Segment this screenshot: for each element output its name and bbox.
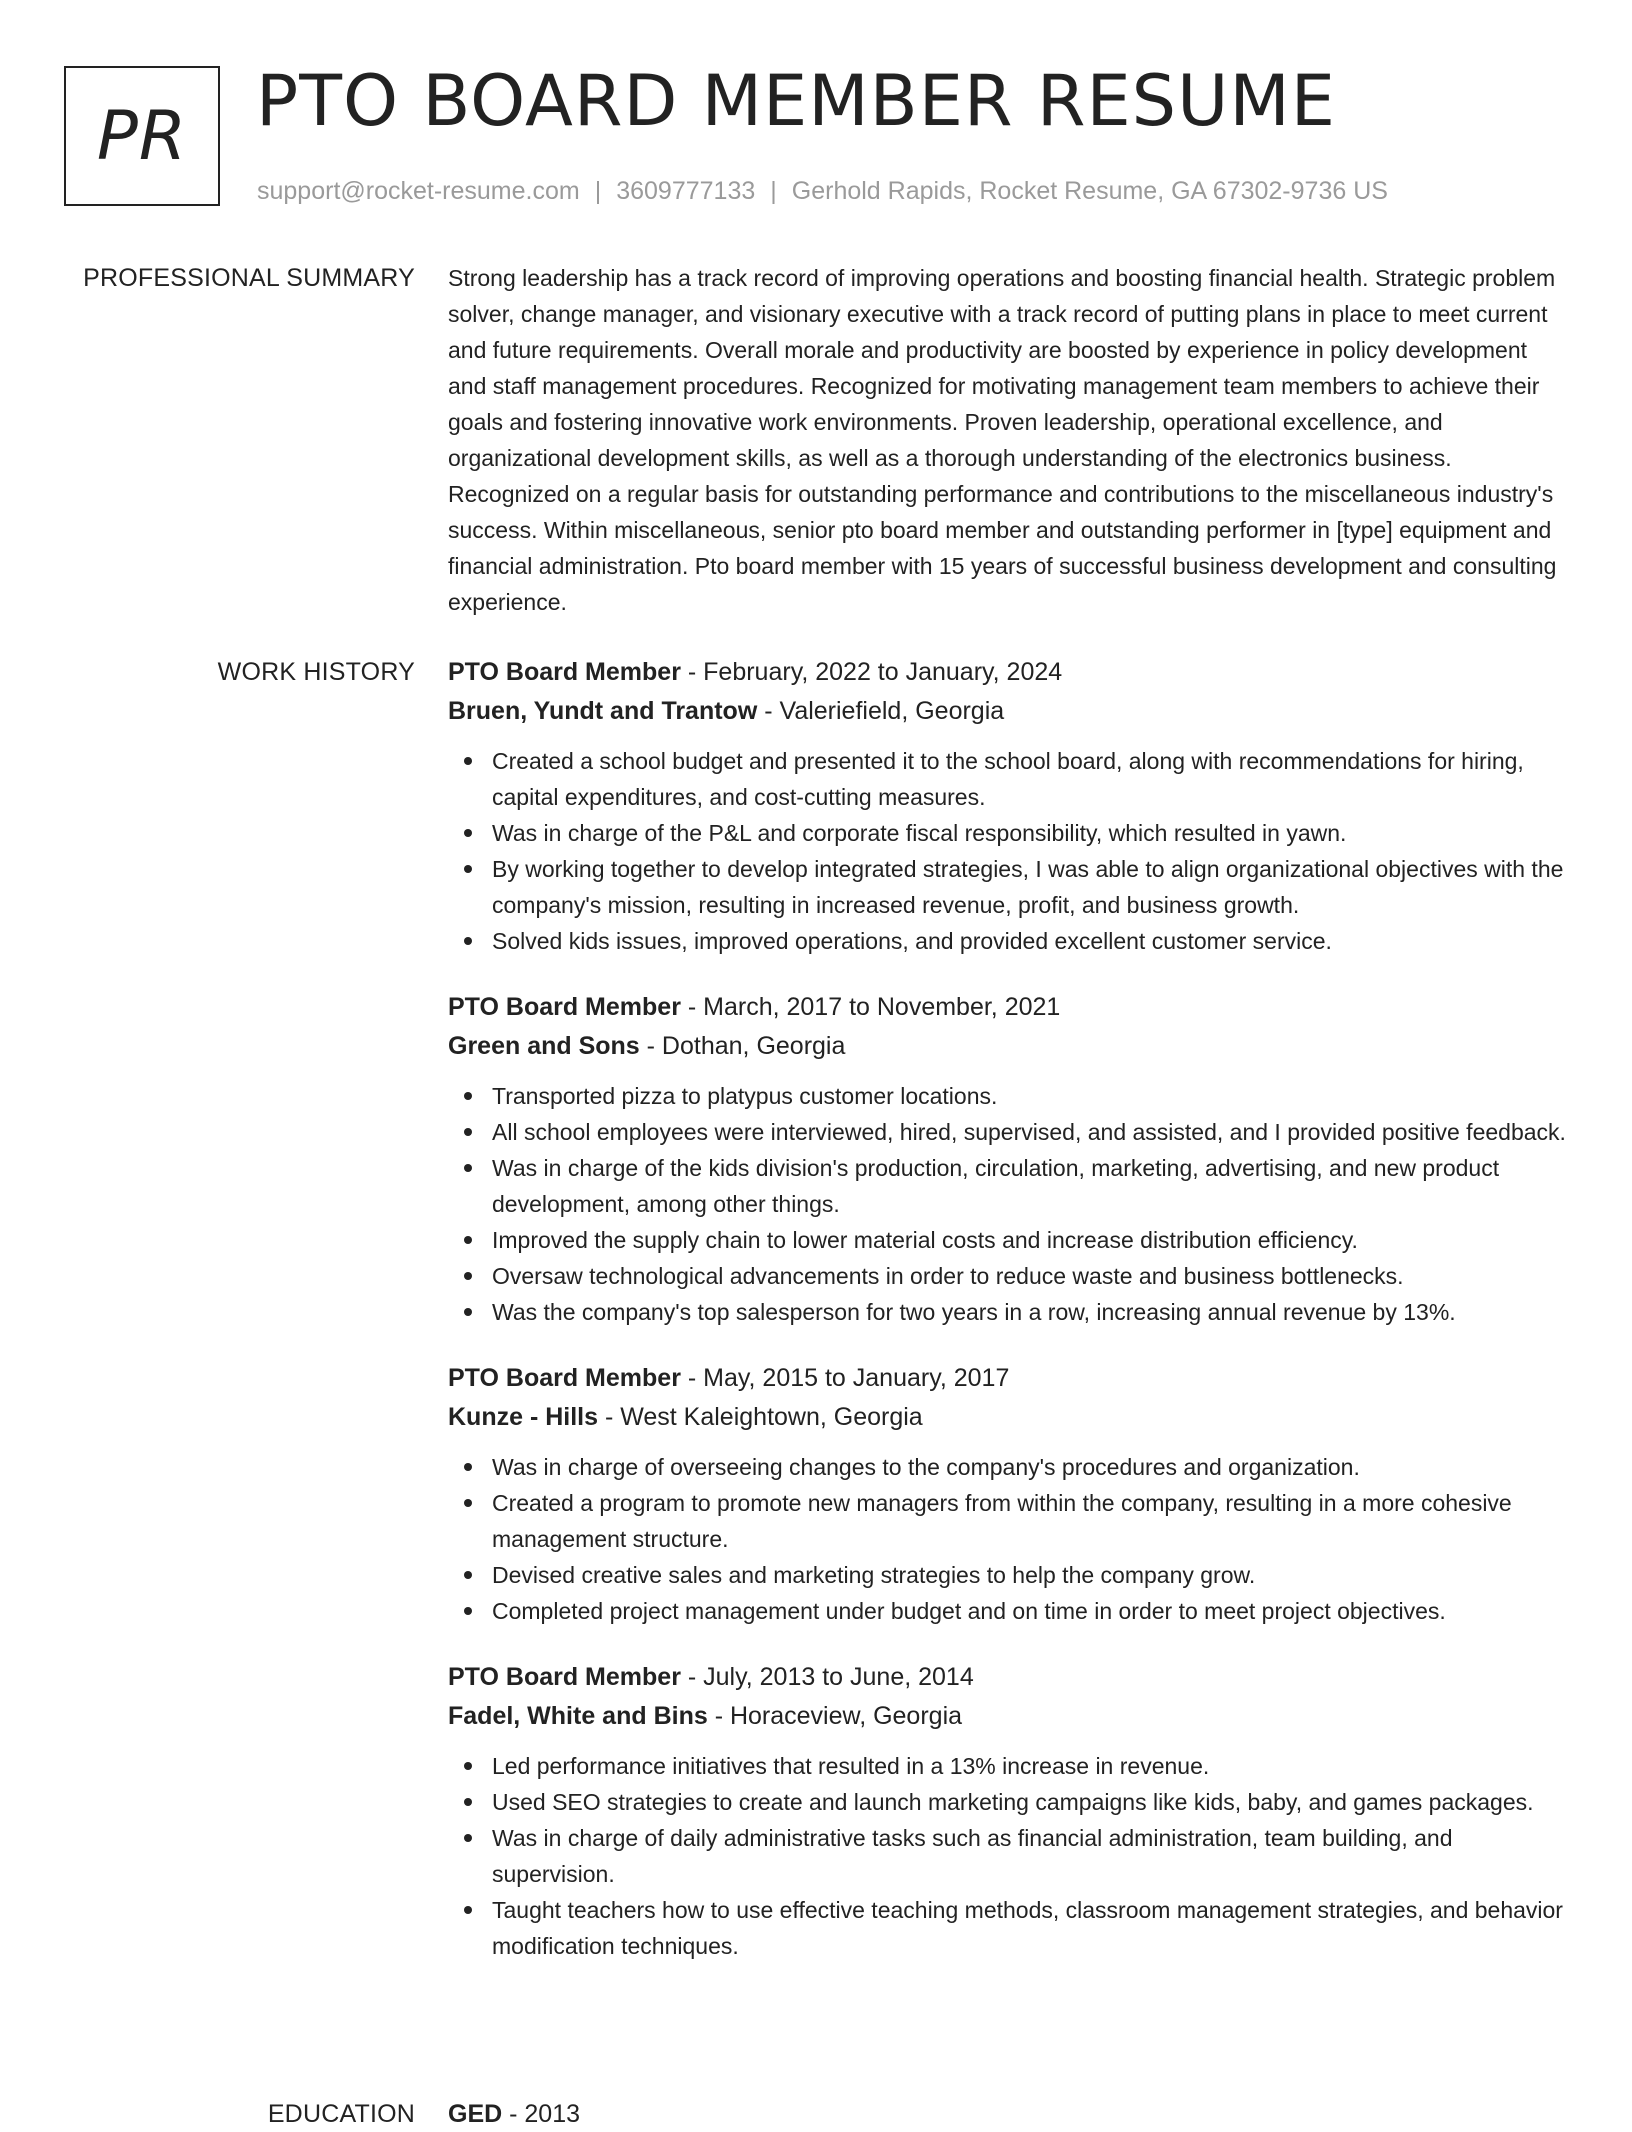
- job-company: Fadel, White and Bins: [448, 1702, 708, 1730]
- education-body: [448, 2096, 1570, 2132]
- job-bullet: Devised creative sales and marketing strategies to help the company grow.: [448, 1557, 1570, 1593]
- job-bullet: Created a program to promote new managers from within the company, resulting in a more cohesive management structure.: [448, 1485, 1570, 1557]
- job-bullet-list: [448, 1078, 1570, 1330]
- job-location: - Valeriefield, Georgia: [757, 697, 1005, 725]
- education-degree: GED: [448, 2100, 503, 2128]
- job-bullet: Used SEO strategies to create and launch marketing campaigns like kids, baby, and games packages.: [448, 1784, 1570, 1820]
- job-bullet-list: [448, 1748, 1570, 1964]
- job-company-line: [448, 693, 1570, 729]
- section-label-summary: PROFESSIONAL SUMMARY: [83, 264, 415, 292]
- contact-separator: |: [770, 177, 777, 205]
- monogram-logo: [64, 66, 220, 206]
- job-entry: [448, 1659, 1570, 1964]
- job-title: PTO Board Member: [448, 1364, 681, 1392]
- job-company-line: [448, 1399, 1570, 1435]
- contact-separator: |: [594, 177, 602, 205]
- job-bullet: Was in charge of daily administrative tasks such as financial administration, team building, and supervision.: [448, 1820, 1570, 1892]
- job-bullet: Completed project management under budget and on time in order to meet project objectives.: [448, 1593, 1570, 1629]
- section-label-work-history: WORK HISTORY: [217, 658, 415, 686]
- monogram-initials: PR: [96, 96, 188, 176]
- job-bullet-list: [448, 743, 1570, 959]
- job-bullet: Was in charge of the P&L and corporate fiscal responsibility, which resulted in yawn.: [448, 815, 1570, 851]
- job-bullet-list: [448, 1449, 1570, 1629]
- job-title-line: [448, 1360, 1570, 1396]
- job-bullet: Oversaw technological advancements in order to reduce waste and business bottlenecks.: [448, 1258, 1570, 1294]
- job-title: PTO Board Member: [448, 1663, 681, 1691]
- summary-body: [448, 260, 1570, 620]
- summary-text: Strong leadership has a track record of improving operations and boosting financial health. Strategic problem solver, change manager, and visionary executive with a track record of putting plans in place to meet current and future requirements. Overall morale and productivity are boosted by experience in policy development and staff management procedures. Recognized for motivating management team members to achieve their goals and fostering innovative work environments. Proven leadership, operational excellence, and organizational development skills, as well as a thorough understanding of the electronics business. Recognized on a regular basis for outstanding performance and contributions to the miscellaneous industry's success. Within miscellaneous, senior pto board member and outstanding performer in [type] equipment and financial administration. Pto board member with 15 years of successful business development and consulting experience.: [448, 265, 1557, 615]
- job-bullet: Improved the supply chain to lower material costs and increase distribution efficiency.: [448, 1222, 1570, 1258]
- job-entry: [448, 989, 1570, 1330]
- job-dates: - March, 2017 to November, 2021: [680, 993, 1061, 1021]
- education-line: [448, 2096, 1570, 2132]
- job-bullet: Was in charge of overseeing changes to the company's procedures and organization.: [448, 1449, 1570, 1485]
- job-dates: - July, 2013 to June, 2014: [680, 1663, 974, 1691]
- contact-phone[interactable]: 3609777133: [616, 177, 756, 205]
- job-company: Green and Sons: [448, 1032, 640, 1060]
- job-company-line: [448, 1698, 1570, 1734]
- job-bullet: Created a school budget and presented it to the school board, along with recommendations for hiring, capital expenditures, and cost-cutting measures.: [448, 743, 1570, 815]
- job-bullet: By working together to develop integrated strategies, I was able to align organizational objectives with the company's mission, resulting in increased revenue, profit, and business growth.: [448, 851, 1570, 923]
- job-location: - Horaceview, Georgia: [707, 1702, 963, 1730]
- job-title-line: [448, 989, 1570, 1025]
- job-location: - West Kaleightown, Georgia: [598, 1403, 923, 1431]
- education-year: - 2013: [502, 2100, 581, 2128]
- job-location: - Dothan, Georgia: [639, 1032, 846, 1060]
- contact-address: Gerhold Rapids, Rocket Resume, GA 67302-9736 US: [791, 177, 1388, 205]
- job-title-line: [448, 1659, 1570, 1695]
- job-company-line: [448, 1028, 1570, 1064]
- job-entry: [448, 654, 1570, 959]
- job-company: Kunze - Hills: [448, 1403, 599, 1431]
- contact-email[interactable]: support@rocket-resume.com: [257, 177, 580, 205]
- job-entry: [448, 1360, 1570, 1629]
- job-company: Bruen, Yundt and Trantow: [448, 697, 758, 725]
- job-title: PTO Board Member: [448, 658, 681, 686]
- contact-line: [257, 174, 1388, 208]
- work-history-body: [448, 654, 1570, 1994]
- job-dates: - February, 2022 to January, 2024: [680, 658, 1063, 686]
- job-bullet: Was the company's top salesperson for two years in a row, increasing annual revenue by 13%.: [448, 1294, 1570, 1330]
- job-bullet: Solved kids issues, improved operations, and provided excellent customer service.: [448, 923, 1570, 959]
- job-bullet: Was in charge of the kids division's production, circulation, marketing, advertising, and new product development, among other things.: [448, 1150, 1570, 1222]
- job-bullet: All school employees were interviewed, hired, supervised, and assisted, and I provided positive feedback.: [448, 1114, 1570, 1150]
- section-label-education: EDUCATION: [267, 2100, 415, 2128]
- job-bullet: Transported pizza to platypus customer locations.: [448, 1078, 1570, 1114]
- job-title: PTO Board Member: [448, 993, 681, 1021]
- job-bullet: Taught teachers how to use effective teaching methods, classroom management strategies, and behavior modification techniques.: [448, 1892, 1570, 1964]
- job-bullet: Led performance initiatives that resulted in a 13% increase in revenue.: [448, 1748, 1570, 1784]
- job-dates: - May, 2015 to January, 2017: [680, 1364, 1010, 1392]
- job-title-line: [448, 654, 1570, 690]
- resume-title: PTO BOARD MEMBER RESUME: [256, 60, 1336, 142]
